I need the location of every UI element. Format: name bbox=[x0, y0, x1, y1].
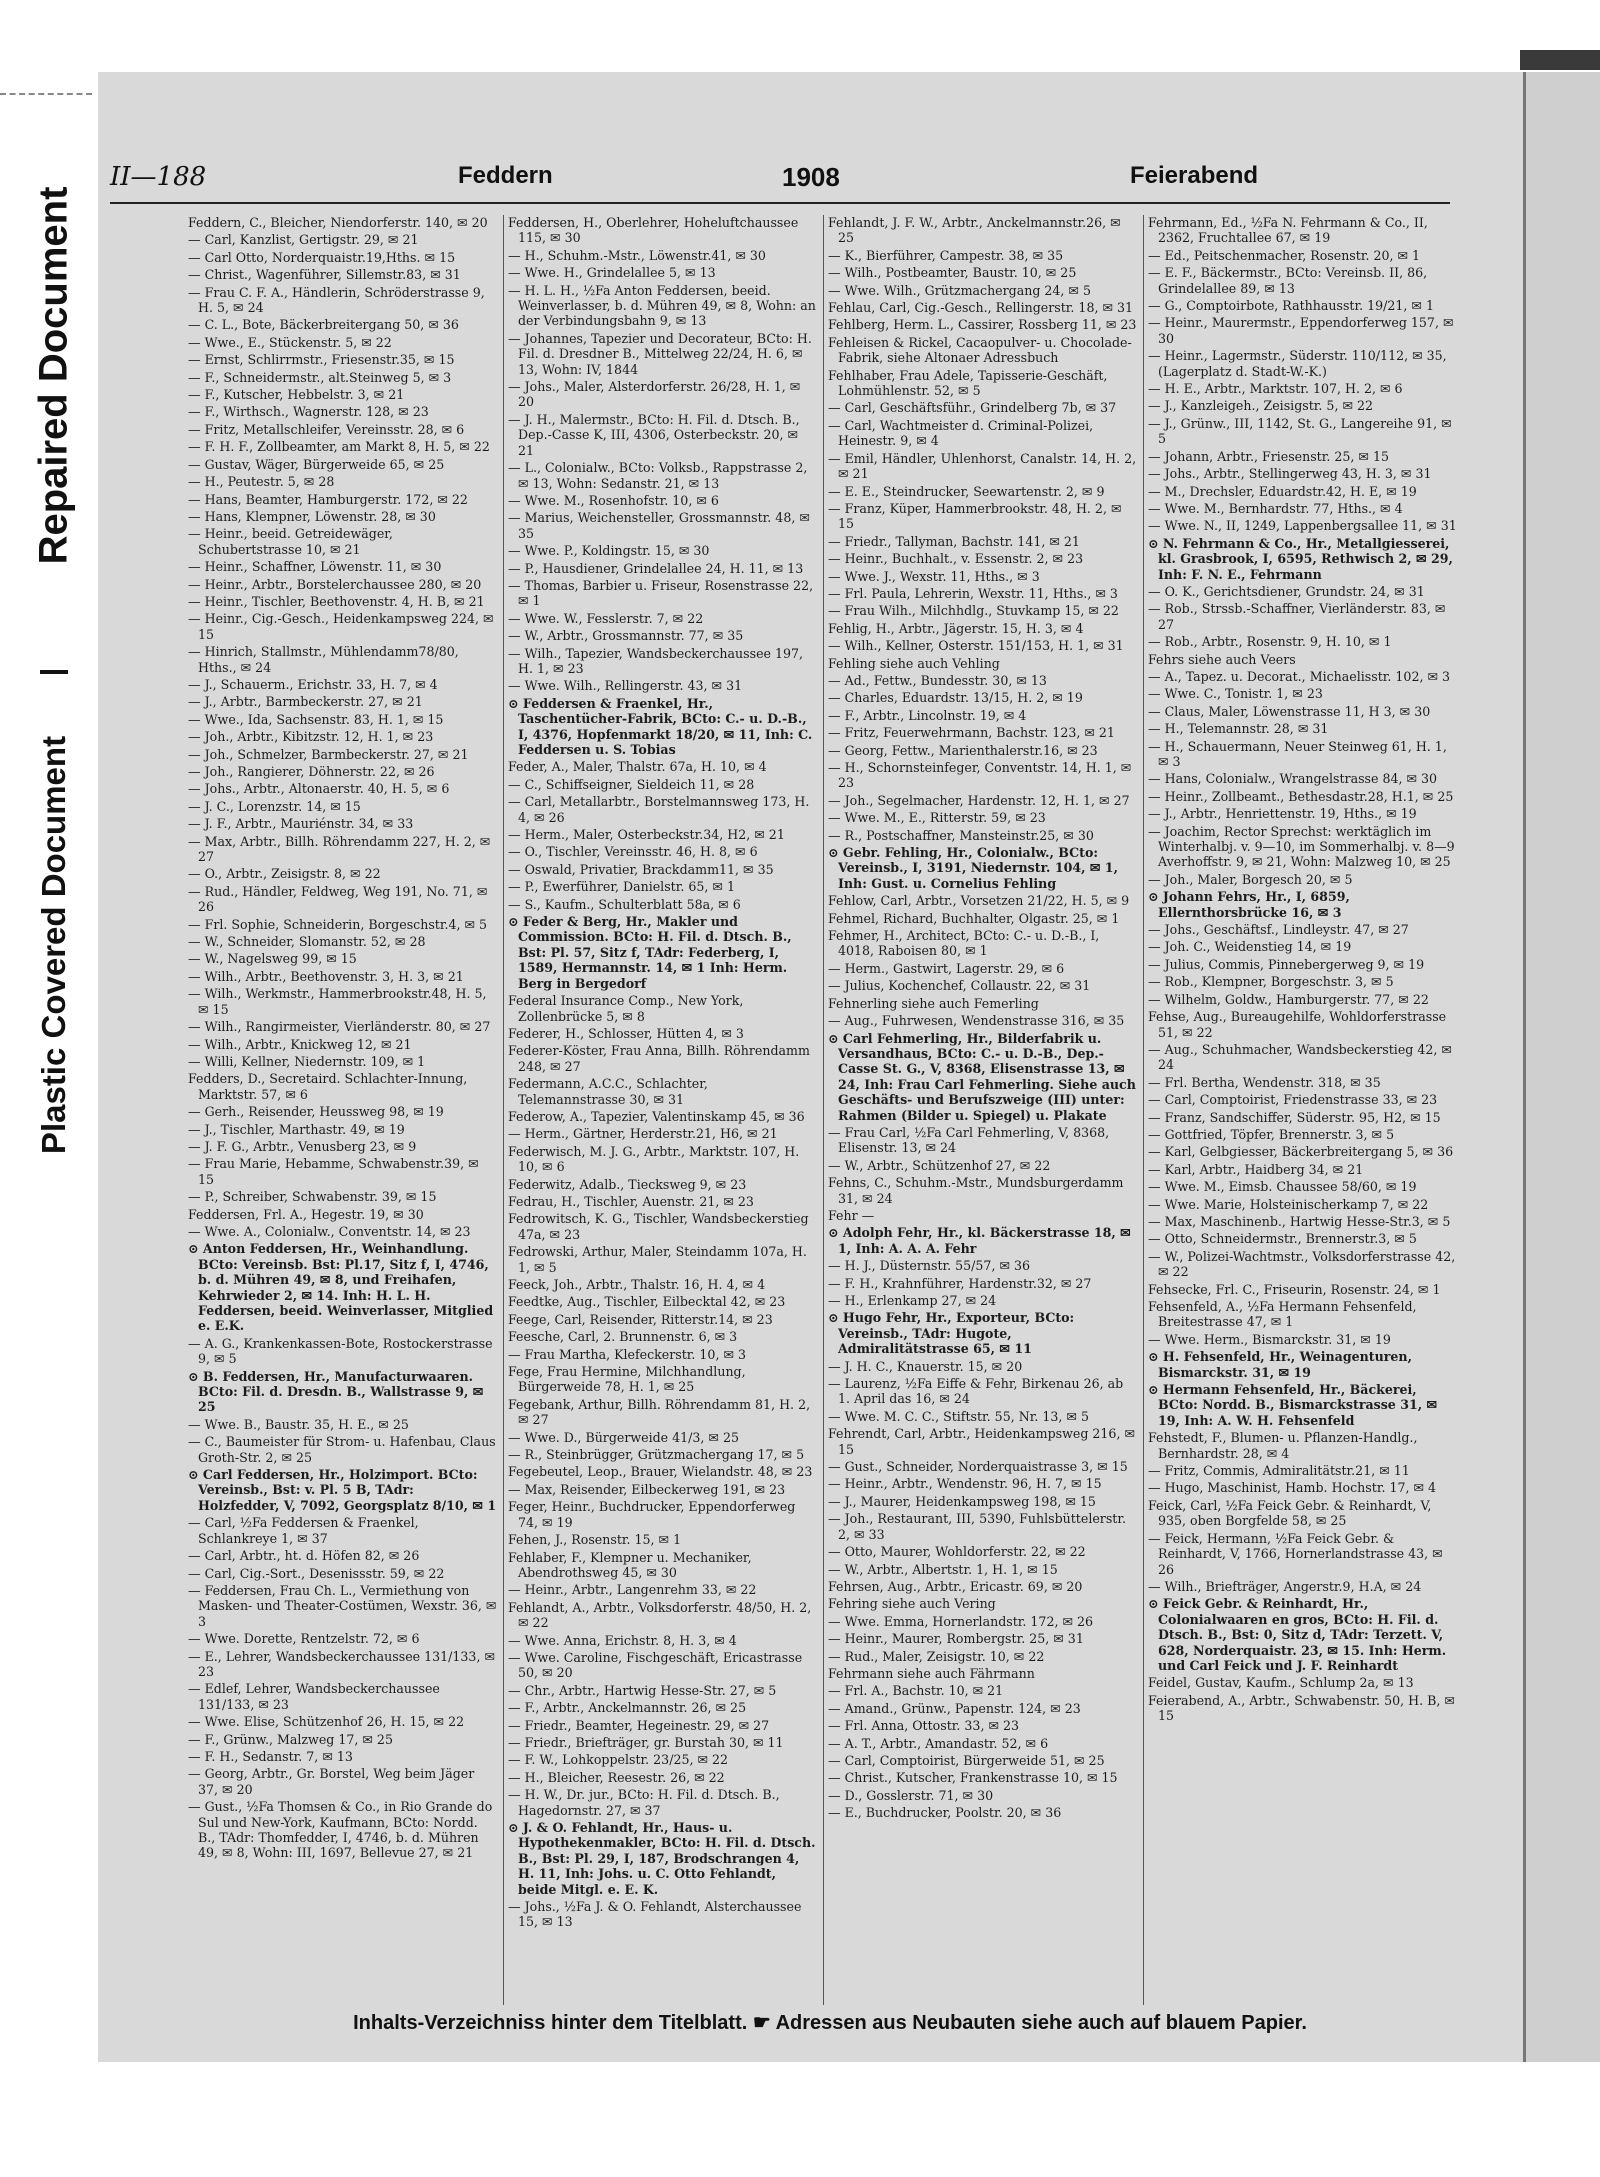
directory-entry: — Wilh., Kellner, Osterstr. 151/153, H. 1, ✉ 31 bbox=[828, 638, 1124, 654]
directory-entry: — H., Bleicher, Reesestr. 26, ✉ 22 bbox=[508, 1769, 725, 1785]
directory-entry: — J., Arbtr., Henriettenstr. 19, Hths., ✉ 19 bbox=[1148, 806, 1417, 822]
directory-entry: Fehse, Aug., Bureaugehilfe, Wohldorferstrasse 51, ✉ 22 bbox=[1148, 1009, 1447, 1040]
directory-entry: Feder, A., Maler, Thalstr. 67a, H. 10, ✉ 4 bbox=[508, 759, 767, 775]
directory-entry: ⊙ N. Fehrmann & Co., Hr., Metallgiesserei, kl. Grasbrook, I, 6595, Rethwisch 2, ✉ 29, Inh: F. N. E., Fehrmann bbox=[1148, 535, 1453, 582]
directory-entry: — Wwe. M., E., Ritterstr. 59, ✉ 23 bbox=[828, 810, 1046, 826]
directory-entry: — Joh. C., Weidenstieg 14, ✉ 19 bbox=[1148, 939, 1352, 955]
directory-entry: — M., Drechsler, Eduardstr.42, H. E, ✉ 19 bbox=[1148, 483, 1417, 499]
directory-entry: — G., Comptoirbote, Rathhausstr. 19/21, ✉ 1 bbox=[1148, 298, 1434, 314]
directory-entry: Fehring siehe auch Vering bbox=[828, 1596, 996, 1612]
directory-entry: — Wwe. Elise, Schützenhof 26, H. 15, ✉ 22 bbox=[188, 1714, 465, 1730]
directory-entry: Feddersen, Frl. A., Hegestr. 19, ✉ 30 bbox=[188, 1206, 424, 1222]
directory-entry: — Heinr., Arbtr., Borstelerchaussee 280, ✉ 20 bbox=[188, 576, 482, 592]
directory-column-4 bbox=[1148, 215, 1460, 2005]
directory-entry: Federwisch, M. J. G., Arbtr., Marktstr. 107, H. 10, ✉ 6 bbox=[508, 1143, 800, 1175]
directory-entry: — F., Schneidermstr., alt.Steinweg 5, ✉ 3 bbox=[188, 369, 452, 385]
directory-entry: Fehmel, Richard, Buchhalter, Olgastr. 25, ✉ 1 bbox=[828, 910, 1120, 926]
directory-entry: — Johs., Arbtr., Stellingerweg 43, H. 3, ✉ 31 bbox=[1148, 466, 1432, 482]
directory-entry: — Joh., Rangierer, Döhnerstr. 22, ✉ 26 bbox=[188, 764, 435, 779]
directory-entry: Fehmer, H., Architect, BCto: C.- u. D.-B., I, 4018, Raboisen 80, ✉ 1 bbox=[828, 928, 1100, 959]
directory-entry: — Wilh., Werkmstr., Hammerbrookstr.48, H. 5, ✉ 15 bbox=[188, 986, 487, 1017]
directory-entry: Fehlau, Carl, Cig.-Gesch., Rellingerstr. 18, ✉ 31 bbox=[828, 300, 1134, 316]
directory-entry: — W., Arbtr., Schützenhof 27, ✉ 22 bbox=[828, 1157, 1051, 1173]
page-header bbox=[110, 160, 1450, 204]
directory-entry: — J., Arbtr., Barmbeckerstr. 27, ✉ 21 bbox=[188, 694, 423, 710]
directory-entry: Federer, H., Schlosser, Hütten 4, ✉ 3 bbox=[508, 1025, 744, 1041]
directory-entry: — Heinr., Lagermstr., Süderstr. 110/112, ✉ 35, (Lagerplatz d. Stadt-W.-K.) bbox=[1148, 348, 1447, 379]
directory-entry: — Ad., Fettw., Bundesstr. 30, ✉ 13 bbox=[828, 672, 1047, 688]
directory-entry: — Wwe. M., Bernhardstr. 77, Hths., ✉ 4 bbox=[1148, 500, 1403, 516]
directory-entry: — H., Schauermann, Neuer Steinweg 61, H. 1, ✉ 3 bbox=[1148, 738, 1447, 769]
directory-entry: — H. E., Arbtr., Marktstr. 107, H. 2, ✉ 6 bbox=[1148, 381, 1403, 397]
directory-entry: — Wwe. H., Grindelallee 5, ✉ 13 bbox=[508, 265, 716, 281]
directory-entry: — Joh., Restaurant, III, 5390, Fuhlsbüttelerstr. 2, ✉ 33 bbox=[828, 1511, 1126, 1542]
directory-entry: — P., Ewerführer, Danielstr. 65, ✉ 1 bbox=[508, 879, 735, 895]
directory-entry: Fehrmann, Ed., ½Fa N. Fehrmann & Co., II, 2362, Fruchtallee 67, ✉ 19 bbox=[1148, 215, 1428, 246]
directory-entry: — Carl, Metallarbtr., Borstelmannsweg 173, H. 4, ✉ 26 bbox=[508, 794, 810, 825]
directory-entry: Fehlaber, F., Klempner u. Mechaniker, Abendrothsweg 45, ✉ 30 bbox=[508, 1549, 752, 1580]
directory-entry: — F. H., Krahnführer, Hardenstr.32, ✉ 27 bbox=[828, 1275, 1092, 1291]
directory-entry: — H., Erlenkamp 27, ✉ 24 bbox=[828, 1293, 997, 1308]
directory-entry: — Wilh., Postbeamter, Baustr. 10, ✉ 25 bbox=[828, 265, 1077, 281]
directory-entry: — C., Schiffseigner, Sieldeich 11, ✉ 28 bbox=[508, 776, 755, 792]
directory-entry: — Wwe. Dorette, Rentzelstr. 72, ✉ 6 bbox=[188, 1631, 420, 1647]
directory-entry: — Wwe. Emma, Hornerlandstr. 172, ✉ 26 bbox=[828, 1613, 1094, 1629]
directory-entry: — J. H., Malermstr., BCto: H. Fil. d. Dtsch. B., Dep.-Casse K, III, 4306, Osterbeckstr. 20, ✉ 21 bbox=[508, 411, 800, 458]
directory-entry: — Fritz, Metallschleifer, Vereinsstr. 28, ✉ 6 bbox=[188, 421, 465, 437]
directory-entry: Fegebeutel, Leop., Brauer, Wielandstr. 48, ✉ 23 bbox=[508, 1464, 813, 1480]
directory-entry: — Claus, Maler, Löwenstrasse 11, H 3, ✉ 30 bbox=[1148, 703, 1431, 719]
directory-entry: Federal Insurance Comp., New York, Zollenbrücke 5, ✉ 8 bbox=[508, 993, 744, 1024]
directory-entry: ⊙ Carl Feddersen, Hr., Holzimport. BCto: Vereinsb., Bst: v. Pl. 5 B, TAdr: Holzfedder, V, 7092, Georgsplatz 8/10, ✉ 1 bbox=[188, 1467, 497, 1513]
directory-entry: — Aug., Fuhrwesen, Wendenstrasse 316, ✉ 35 bbox=[828, 1013, 1125, 1029]
directory-entry: Fegebank, Arthur, Billh. Röhrendamm 81, H. 2, ✉ 27 bbox=[508, 1396, 811, 1428]
directory-entry: — Fritz, Commis, Admiralitätstr.21, ✉ 11 bbox=[1148, 1463, 1410, 1479]
directory-entry: — Feick, Hermann, ½Fa Feick Gebr. & Reinhardt, V, 1766, Hornerlandstrasse 43, ✉ 26 bbox=[1148, 1530, 1443, 1577]
page-fold-edge bbox=[1523, 72, 1600, 2062]
repaired-label: Repaired Document bbox=[31, 186, 76, 564]
directory-entry: — Herm., Gastwirt, Lagerstr. 29, ✉ 6 bbox=[828, 960, 1065, 976]
directory-entry: — Carl, Geschäftsführ., Grindelberg 7b, ✉ 37 bbox=[828, 400, 1117, 416]
directory-entry: — K., Bierführer, Campestr. 38, ✉ 35 bbox=[828, 247, 1064, 263]
directory-entry: — L., Colonialw., BCto: Volksb., Rappstrasse 2, ✉ 13, Wohn: Sedanstr. 21, ✉ 13 bbox=[508, 460, 808, 491]
directory-entry: Fedders, D., Secretaird. Schlachter-Innung, Marktstr. 57, ✉ 6 bbox=[188, 1071, 468, 1102]
directory-entry: — Wwe., E., Stückenstr. 5, ✉ 22 bbox=[188, 334, 392, 350]
directory-entry: — Heinr., beeid. Getreidewäger, Schubertstrasse 10, ✉ 21 bbox=[188, 526, 393, 557]
directory-entry: ⊙ Gebr. Fehling, Hr., Colonialw., BCto: Vereinsb., I, 3191, Niedernstr. 104, ✉ 1, Inh: Gust. u. Cornelius Fehling bbox=[828, 845, 1118, 891]
directory-entry: ⊙ Feder & Berg, Hr., Makler und Commission. BCto: H. Fil. d. Dtsch. B., Bst: Pl. 57, Sitz f, TAdr: Federberg, I, 1589, Hermannstr. 14, ✉ 1 Inh: Herm. Berg in Bergedorf bbox=[508, 914, 792, 991]
directory-entry: — Johannes, Tapezier und Decorateur, BCto: H. Fil. d. Dresdner B., Mittelweg 22/24, H. 6, ✉ 13, Wohn: IV, 1844 bbox=[508, 330, 812, 377]
directory-entry: Fehns, C., Schuhm.-Mstr., Mundsburgerdamm 31, ✉ 24 bbox=[828, 1175, 1124, 1206]
directory-entry: — S., Kaufm., Schulterblatt 58a, ✉ 6 bbox=[508, 896, 741, 912]
directory-entry: — Rob., Arbtr., Rosenstr. 9, H. 10, ✉ 1 bbox=[1148, 634, 1392, 650]
directory-entry: — Frl. Sophie, Schneiderin, Borgeschstr.4, ✉ 5 bbox=[188, 916, 488, 932]
directory-entry: — Franz, Sandschiffer, Süderstr. 95, H2, ✉ 15 bbox=[1148, 1109, 1441, 1125]
page-number: II—188 bbox=[110, 162, 207, 192]
directory-entry: — P., Schreiber, Schwabenstr. 39, ✉ 15 bbox=[188, 1189, 437, 1205]
directory-entry: — O. K., Gerichtsdiener, Grundstr. 24, ✉ 31 bbox=[1148, 583, 1425, 599]
directory-entry: ⊙ H. Fehsenfeld, Hr., Weinagenturen, Bismarckstr. 31, ✉ 19 bbox=[1148, 1349, 1412, 1380]
directory-entry: — Joh., Segelmacher, Hardenstr. 12, H. 1, ✉ 27 bbox=[828, 792, 1130, 808]
directory-entry: — Johs., Geschäftsf., Lindleystr. 47, ✉ 27 bbox=[1148, 922, 1409, 938]
directory-entry: Federow, A., Tapezier, Valentinskamp 45, ✉ 36 bbox=[508, 1108, 805, 1124]
directory-entry: — Wwe. Caroline, Fischgeschäft, Ericastrasse 50, ✉ 20 bbox=[508, 1649, 803, 1681]
directory-entry: — O., Arbtr., Zeisigstr. 8, ✉ 22 bbox=[188, 866, 381, 882]
directory-entry: — Herm., Gärtner, Herderstr.21, H6, ✉ 21 bbox=[508, 1126, 778, 1142]
directory-entry: — J. F. G., Arbtr., Venusberg 23, ✉ 9 bbox=[188, 1138, 417, 1154]
directory-entry: — Gust., Schneider, Norderquaistrasse 3, ✉ 15 bbox=[828, 1459, 1128, 1475]
directory-entry: — Joh., Maler, Borgesch 20, ✉ 5 bbox=[1148, 871, 1353, 887]
directory-entry: — Wilhelm, Goldw., Hamburgerstr. 77, ✉ 22 bbox=[1148, 991, 1429, 1007]
directory-entry: Fehleisen & Rickel, Cacaopulver- u. Chocolade-Fabrik, siehe Altonaer Adressbuch bbox=[828, 334, 1132, 366]
directory-entry: ⊙ Hermann Fehsenfeld, Hr., Bäckerei, BCto: Nordd. B., Bismarckstrasse 31, ✉ 19, Inh: A. W. H. Fehsenfeld bbox=[1148, 1382, 1438, 1428]
directory-entry: ⊙ B. Feddersen, Hr., Manufacturwaaren. BCto: Fil. d. Dresdn. B., Wallstrasse 9, ✉ 25 bbox=[188, 1368, 484, 1415]
directory-entry: — F. H., Sedanstr. 7, ✉ 13 bbox=[188, 1748, 353, 1764]
directory-entry: ⊙ Feddersen & Fraenkel, Hr., Taschentücher-Fabrik, BCto: C.- u. D.-B., I, 4376, Hopfenmarkt 18/20, ✉ 11, Inh: C. Feddersen u. S. Tobias bbox=[508, 695, 813, 757]
directory-entry: — Carl, Comptoirist, Bürgerweide 51, ✉ 25 bbox=[828, 1752, 1105, 1768]
directory-entry: Fehlandt, J. F. W., Arbtr., Anckelmannstr.26, ✉ 25 bbox=[828, 215, 1121, 246]
directory-entry: Feick, Carl, ½Fa Feick Gebr. & Reinhardt, V, 935, oben Borgfelde 58, ✉ 25 bbox=[1148, 1497, 1432, 1529]
directory-entry: — Carl, ½Fa Feddersen & Fraenkel, Schlankreye 1, ✉ 37 bbox=[188, 1515, 419, 1546]
directory-entry: — Wilh., Rangirmeister, Vierländerstr. 80, ✉ 27 bbox=[188, 1019, 491, 1035]
directory-entry: — Ernst, Schlirrmstr., Friesenstr.35, ✉ 15 bbox=[188, 352, 455, 368]
directory-entry: Fehrsen, Aug., Arbtr., Ericastr. 69, ✉ 20 bbox=[828, 1578, 1083, 1594]
directory-entry: — Aug., Schuhmacher, Wandsbeckerstieg 42, ✉ 24 bbox=[1148, 1041, 1452, 1073]
directory-entry: — Gust., ½Fa Thomsen & Co., in Rio Grande do Sul und New-York, Kaufmann, BCto: Nordd. B., TAdr: Thomfedder, I, 4746, b. d. Mühren 49, ✉ 8, Wohn: III, 1697, Bellevue 27, ✉ 21 bbox=[188, 1799, 493, 1861]
directory-entry: — Wwe. Wilh., Rellingerstr. 43, ✉ 31 bbox=[508, 678, 743, 694]
directory-entry: — Oswald, Privatier, Brackdamm11, ✉ 35 bbox=[508, 861, 774, 877]
directory-entry: — Heinr., Zollbeamt., Bethesdastr.28, H.1, ✉ 25 bbox=[1148, 788, 1454, 804]
directory-entry: — Wwe. C., Tonistr. 1, ✉ 23 bbox=[1148, 686, 1323, 702]
directory-entry: — H. L. H., ½Fa Anton Feddersen, beeid. Weinverlasser, b. d. Mühren 49, ✉ 8, Wohn: an der Verbindungsbahn 9, ✉ 13 bbox=[508, 282, 816, 329]
scan-corner-mark bbox=[1520, 50, 1600, 70]
directory-entry: — F. H. F., Zollbeamter, am Markt 8, H. 5, ✉ 22 bbox=[188, 439, 490, 455]
directory-entry: Feedtke, Aug., Tischler, Eilbecktal 42, ✉ 23 bbox=[508, 1294, 786, 1310]
directory-entry: — Max, Maschinenb., Hartwig Hesse-Str.3, ✉ 5 bbox=[1148, 1213, 1451, 1229]
directory-entry: — R., Steinbrügger, Grützmachergang 17, ✉ 5 bbox=[508, 1447, 805, 1463]
directory-entry: — Wwe. Marie, Holsteinischerkamp 7, ✉ 22 bbox=[1148, 1196, 1429, 1212]
directory-entry: — C. L., Bote, Bäckerbreitergang 50, ✉ 36 bbox=[188, 317, 459, 333]
directory-entry: Fehlberg, Herm. L., Cassirer, Rossberg 11, ✉ 23 bbox=[828, 317, 1137, 333]
directory-entry: Feeck, Joh., Arbtr., Thalstr. 16, H. 4, ✉ 4 bbox=[508, 1277, 766, 1292]
directory-entry: Feidel, Gustav, Kaufm., Schlump 2a, ✉ 13 bbox=[1148, 1675, 1414, 1691]
directory-entry: — A. G., Krankenkassen-Bote, Rostockerstrasse 9, ✉ 5 bbox=[188, 1335, 493, 1367]
directory-entry: — J., Maurer, Heidenkampsweg 198, ✉ 15 bbox=[828, 1493, 1096, 1509]
directory-entry: — W., Schneider, Slomanstr. 52, ✉ 28 bbox=[188, 934, 426, 950]
directory-entry: Fehlow, Carl, Arbtr., Vorsetzen 21/22, H. 5, ✉ 9 bbox=[828, 893, 1130, 909]
directory-entry: — Wilh., Tapezier, Wandsbeckerchaussee 197, H. 1, ✉ 23 bbox=[508, 645, 804, 676]
directory-entry: Fehsenfeld, A., ½Fa Hermann Fehsenfeld, Breitestrasse 47, ✉ 1 bbox=[1148, 1299, 1417, 1330]
directory-entry: ⊙ Carl Fehmerling, Hr., Bilderfabrik u. Versandhaus, BCto: C.- u. D.-B., Dep.-Casse St. G., V, 8368, Elisenstrasse 13, ✉ 24, Inh: Frau Carl Fehmerling. Siehe auch Geschäfts- und Berufszweige (III) unter: Rahmen (Bilder u. Spiegel) u. Plakate bbox=[828, 1030, 1136, 1123]
directory-entry: — E., Buchdrucker, Poolstr. 20, ✉ 36 bbox=[828, 1805, 1062, 1821]
directory-entry: — Heinr., Arbtr., Langenrehm 33, ✉ 22 bbox=[508, 1582, 757, 1598]
directory-entry: — J., Schauerm., Erichstr. 33, H. 7, ✉ 4 bbox=[188, 676, 438, 692]
directory-entry: — Gerh., Reisender, Heussweg 98, ✉ 19 bbox=[188, 1104, 444, 1120]
directory-entry: — Wwe. P., Koldingstr. 15, ✉ 30 bbox=[508, 543, 710, 559]
directory-entry: — F., Grünw., Malzweg 17, ✉ 25 bbox=[188, 1731, 393, 1747]
directory-entry: — Gustav, Wäger, Bürgerweide 65, ✉ 25 bbox=[188, 456, 445, 472]
directory-entry: — Hans, Beamter, Hamburgerstr. 172, ✉ 22 bbox=[188, 491, 468, 507]
directory-entry: — Joh., Arbtr., Kibitzstr. 12, H. 1, ✉ 23 bbox=[188, 729, 434, 745]
directory-entry: Feesche, Carl, 2. Brunnenstr. 6, ✉ 3 bbox=[508, 1329, 738, 1345]
directory-entry: Fehlig, H., Arbtr., Jägerstr. 15, H. 3, ✉ 4 bbox=[828, 620, 1084, 636]
directory-entry: — Edlef, Lehrer, Wandsbeckerchaussee 131/133, ✉ 23 bbox=[188, 1681, 440, 1712]
directory-entry: — F., Arbtr., Anckelmannstr. 26, ✉ 25 bbox=[508, 1700, 747, 1716]
directory-entry: — J. F., Arbtr., Mauriénstr. 34, ✉ 33 bbox=[188, 816, 414, 832]
directory-entry: — Willi, Kellner, Niedernstr. 109, ✉ 1 bbox=[188, 1053, 426, 1069]
directory-entry: — Emil, Händler, Uhlenhorst, Canalstr. 14, H. 2, ✉ 21 bbox=[828, 450, 1137, 482]
directory-entry: — Rob., Klempner, Borgeschstr. 3, ✉ 5 bbox=[1148, 974, 1394, 990]
directory-entry: — Wwe. B., Baustr. 35, H. E., ✉ 25 bbox=[188, 1416, 409, 1432]
directory-entry: — Rud., Maler, Zeisigstr. 10, ✉ 22 bbox=[828, 1648, 1045, 1664]
directory-entry: — Wwe. D., Bürgerweide 41/3, ✉ 25 bbox=[508, 1429, 740, 1445]
directory-entry: — E. E., Steindrucker, Seewartenstr. 2, ✉ 9 bbox=[828, 483, 1105, 499]
directory-entry: — Heinr., Cig.-Gesch., Heidenkampsweg 224, ✉ 15 bbox=[188, 611, 494, 642]
directory-entry: — Franz, Küper, Hammerbrookstr. 48, H. 2, ✉ 15 bbox=[828, 500, 1122, 532]
directory-entry: — Carl Otto, Norderquaistr.19,Hths. ✉ 15 bbox=[188, 249, 456, 265]
directory-entry: — Wwe. W., Fesslerstr. 7, ✉ 22 bbox=[508, 610, 704, 626]
directory-entry: Fedrau, H., Tischler, Auenstr. 21, ✉ 23 bbox=[508, 1193, 754, 1209]
directory-entry: — Frl. Bertha, Wendenstr. 318, ✉ 35 bbox=[1148, 1074, 1381, 1090]
directory-entry: — J., Kanzleigeh., Zeisigstr. 5, ✉ 22 bbox=[1148, 398, 1374, 414]
directory-entry: Feddern, C., Bleicher, Niendorferstr. 140, ✉ 20 bbox=[188, 215, 488, 230]
directory-entry: — Charles, Eduardstr. 13/15, H. 2, ✉ 19 bbox=[828, 690, 1083, 706]
directory-entry: — Carl, Comptoirist, Friedenstrasse 33, ✉ 23 bbox=[1148, 1092, 1438, 1108]
directory-entry: ⊙ Adolph Fehr, Hr., kl. Bäckerstrasse 18, ✉ 1, Inh: A. A. A. Fehr bbox=[828, 1225, 1131, 1256]
directory-entry: ⊙ Anton Feddersen, Hr., Weinhandlung. BCto: Vereinsb. Bst: Pl.17, Sitz f, I, 4746, b. d. Mühren 49, ✉ 8, und Freihafen, Kehrwieder 2, ✉ 14. Inh: H. L. H. Feddersen, beeid. Weinverlasser, Mitglied e. E.K. bbox=[188, 1241, 494, 1334]
directory-entry: — F., Wirthsch., Wagnerstr. 128, ✉ 23 bbox=[188, 404, 429, 420]
directory-entry: — Friedr., Briefträger, gr. Burstah 30, ✉ 11 bbox=[508, 1734, 784, 1750]
directory-entry: — Thomas, Barbier u. Friseur, Rosenstrasse 22, ✉ 1 bbox=[508, 577, 814, 609]
directory-entry: — Wilh., Briefträger, Angerstr.9, H.A, ✉ 24 bbox=[1148, 1578, 1422, 1594]
directory-entry: — Carl, Kanzlist, Gertigstr. 29, ✉ 21 bbox=[188, 232, 419, 248]
directory-entry: — H., Telemannstr. 28, ✉ 31 bbox=[1148, 721, 1329, 737]
directory-entry: — Johs., Maler, Alsterdorferstr. 26/28, H. 1, ✉ 20 bbox=[508, 379, 801, 410]
directory-entry: — Heinr., Maurer, Rombergstr. 25, ✉ 31 bbox=[828, 1631, 1084, 1647]
directory-entry: — A. T., Arbtr., Amandastr. 52, ✉ 6 bbox=[828, 1735, 1049, 1751]
directory-entry: — D., Gosslerstr. 71, ✉ 30 bbox=[828, 1787, 994, 1803]
directory-entry: — Johs., Arbtr., Altonaerstr. 40, H. 5, ✉ 6 bbox=[188, 781, 450, 797]
directory-entry: — Rob., Strssb.-Schaffner, Vierländerstr. 83, ✉ 27 bbox=[1148, 601, 1446, 632]
directory-entry: — Karl, Arbtr., Haidberg 34, ✉ 21 bbox=[1148, 1161, 1364, 1177]
directory-entry: — Wwe. J., Wexstr. 11, Hths., ✉ 3 bbox=[828, 568, 1040, 584]
directory-entry: Fege, Frau Hermine, Milchhandlung, Bürgerweide 78, H. 1, ✉ 25 bbox=[508, 1364, 746, 1395]
directory-entry: — J., Tischler, Marthastr. 49, ✉ 19 bbox=[188, 1121, 405, 1137]
directory-entry: ⊙ Hugo Fehr, Hr., Exporteur, BCto: Vereinsb., TAdr: Hugote, Admiralitätstrasse 65, ✉ 11 bbox=[828, 1310, 1075, 1357]
directory-entry: — Max, Reisender, Eilbeckerweg 191, ✉ 23 bbox=[508, 1481, 786, 1497]
directory-entry: ⊙ J. & O. Fehlandt, Hr., Haus- u. Hypothekenmakler, BCto: H. Fil. d. Dtsch. B., Bst: Pl. 29, I, 187, Brodschrangen 4, H. 11, Inh: Johs. u. C. Otto Fehlandt, beide Mitgl. e. E. K. bbox=[508, 1820, 816, 1897]
directory-entry: Federwitz, Adalb., Tiecksweg 9, ✉ 23 bbox=[508, 1176, 747, 1192]
directory-entry: — Carl, Wachtmeister d. Criminal-Polizei, Heinestr. 9, ✉ 4 bbox=[828, 417, 1094, 449]
directory-entry: — H., Schornsteinfeger, Conventstr. 14, H. 1, ✉ 23 bbox=[828, 760, 1132, 791]
directory-column-1 bbox=[188, 215, 498, 2005]
directory-entry: — Julius, Commis, Pinnebergerweg 9, ✉ 19 bbox=[1148, 956, 1425, 972]
directory-entry: — Julius, Kochenchef, Collaustr. 22, ✉ 31 bbox=[828, 978, 1091, 994]
directory-entry: — Carl, Arbtr., ht. d. Höfen 82, ✉ 26 bbox=[188, 1548, 420, 1564]
directory-entry: — Frau Carl, ½Fa Carl Fehmerling, V, 8368, Elisenstr. 13, ✉ 24 bbox=[828, 1124, 1110, 1156]
directory-entry: ⊙ Johann Fehrs, Hr., I, 6859, Ellernthorsbrücke 16, ✉ 3 bbox=[1148, 889, 1350, 920]
directory-entry: — Heinr., Arbtr., Wendenstr. 96, H. 7, ✉ 15 bbox=[828, 1476, 1102, 1492]
directory-entry: — F. W., Lohkoppelstr. 23/25, ✉ 22 bbox=[508, 1752, 729, 1768]
directory-entry: Federmann, A.C.C., Schlachter, Telemannstrasse 30, ✉ 31 bbox=[508, 1076, 708, 1107]
column-rule bbox=[1143, 215, 1144, 2005]
header-last-word: Feierabend bbox=[1130, 162, 1259, 189]
page-footer-note: Inhalts-Verzeichniss hinter dem Titelblatt. ☛ Adressen aus Neubauten siehe auch auf blauem Papier. bbox=[353, 2012, 1307, 2034]
directory-entry: — H., Peutestr. 5, ✉ 28 bbox=[188, 474, 335, 490]
directory-entry: — Amand., Grünw., Papenstr. 124, ✉ 23 bbox=[828, 1700, 1081, 1716]
directory-entry: — Wwe. A., Colonialw., Conventstr. 14, ✉ 23 bbox=[188, 1223, 471, 1239]
directory-entry: Fehsecke, Frl. C., Friseurin, Rosenstr. 24, ✉ 1 bbox=[1148, 1281, 1441, 1297]
directory-entry: — Wwe. M., Rosenhofstr. 10, ✉ 6 bbox=[508, 492, 719, 508]
directory-entry: — Marius, Weichensteller, Grossmannstr. 48, ✉ 35 bbox=[508, 510, 810, 541]
directory-entry: — H., Schuhm.-Mstr., Löwenstr.41, ✉ 30 bbox=[508, 247, 766, 263]
directory-entry: — Hinrich, Stallmstr., Mühlendamm78/80, Hths., ✉ 24 bbox=[188, 644, 459, 675]
directory-column-3 bbox=[828, 215, 1138, 2005]
directory-entry: — Fritz, Feuerwehrmann, Bachstr. 123, ✉ 21 bbox=[828, 725, 1115, 741]
plastic-label: Plastic Covered Document bbox=[35, 735, 72, 1155]
directory-entry: — Frau Martha, Klefeckerstr. 10, ✉ 3 bbox=[508, 1346, 747, 1362]
directory-entry: — Hugo, Maschinist, Hamb. Hochstr. 17, ✉ 4 bbox=[1148, 1480, 1437, 1496]
directory-entry: — Frau C. F. A., Händlerin, Schröderstrasse 9, H. 5, ✉ 24 bbox=[188, 284, 485, 316]
scan-top-margin bbox=[0, 0, 1600, 50]
directory-column-2 bbox=[508, 215, 818, 2005]
directory-entry: — W., Arbtr., Grossmannstr. 77, ✉ 35 bbox=[508, 628, 744, 644]
directory-entry: — Hans, Klempner, Löwenstr. 28, ✉ 30 bbox=[188, 508, 436, 524]
directory-entry: — Laurenz, ½Fa Eiffe & Fehr, Birkenau 26, ab 1. April das 16, ✉ 24 bbox=[828, 1376, 1124, 1407]
directory-entry: — O., Tischler, Vereinsstr. 46, H. 8, ✉ 6 bbox=[508, 844, 758, 860]
directory-entry: Feddersen, H., Oberlehrer, Hoheluftchaussee 115, ✉ 30 bbox=[508, 215, 799, 246]
directory-entry: Feierabend, A., Arbtr., Schwabenstr. 50, H. B, ✉ 15 bbox=[1148, 1692, 1455, 1724]
directory-entry: — Gottfried, Töpfer, Brennerstr. 3, ✉ 5 bbox=[1148, 1126, 1395, 1142]
directory-entry: — F., Arbtr., Lincolnstr. 19, ✉ 4 bbox=[828, 707, 1027, 723]
directory-entry: — J. H. C., Knauerstr. 15, ✉ 20 bbox=[828, 1358, 1023, 1374]
directory-entry: — Otto, Schneidermstr., Brennerstr.3, ✉ 5 bbox=[1148, 1231, 1417, 1247]
directory-entry: — Joh., Schmelzer, Barmbeckerstr. 27, ✉ 21 bbox=[188, 746, 469, 762]
directory-entry: — Christ., Kutscher, Frankenstrasse 10, ✉ 15 bbox=[828, 1770, 1118, 1786]
directory-entry: — C., Baumeister für Strom- u. Hafenbau, Claus Groth-Str. 2, ✉ 25 bbox=[188, 1434, 496, 1465]
directory-entry: — Karl, Gelbgiesser, Bäckerbreitergang 5, ✉ 36 bbox=[1148, 1144, 1454, 1160]
directory-entry: — Christ., Wagenführer, Sillemstr.83, ✉ 31 bbox=[188, 267, 461, 283]
directory-entry: Feege, Carl, Reisender, Ritterstr.14, ✉ 23 bbox=[508, 1311, 773, 1327]
directory-entry: — Frl. Anna, Ottostr. 33, ✉ 23 bbox=[828, 1718, 1020, 1734]
directory-entry: — Wwe. M., Eimsb. Chaussee 58/60, ✉ 19 bbox=[1148, 1179, 1417, 1195]
directory-entry: — Frau Wilh., Milchhdlg., Stuvkamp 15, ✉ 22 bbox=[828, 603, 1119, 619]
directory-entry: Fehrendt, Carl, Arbtr., Heidenkampsweg 216, ✉ 15 bbox=[828, 1426, 1135, 1457]
directory-entry: — W., Polizei-Wachtmstr., Volksdorferstrasse 42, ✉ 22 bbox=[1148, 1248, 1456, 1280]
directory-entry: Fehling siehe auch Vehling bbox=[828, 655, 1000, 671]
directory-entry: Fehstedt, F., Blumen- u. Pflanzen-Handlg., Bernhardstr. 28, ✉ 4 bbox=[1148, 1430, 1418, 1461]
directory-entry: — Rud., Händler, Feldweg, Weg 191, No. 71, ✉ 26 bbox=[188, 883, 488, 915]
directory-entry: Fehrs siehe auch Veers bbox=[1148, 651, 1296, 667]
directory-entry: — Wwe. N., II, 1249, Lappenbergsallee 11, ✉ 31 bbox=[1148, 518, 1457, 534]
directory-entry: Fehlhaber, Frau Adele, Tapisserie-Geschäft, Lohmühlenstr. 52, ✉ 5 bbox=[828, 367, 1108, 399]
document-status-label bbox=[18, 95, 90, 1205]
directory-entry: — F., Kutscher, Hebbelstr. 3, ✉ 21 bbox=[188, 387, 405, 403]
directory-entry: — Max, Arbtr., Billh. Röhrendamm 227, H. 2, ✉ 27 bbox=[188, 833, 491, 865]
directory-entry: — Wilh., Arbtr., Knickweg 12, ✉ 21 bbox=[188, 1036, 412, 1052]
directory-entry: — Johann, Arbtr., Friesenstr. 25, ✉ 15 bbox=[1148, 448, 1390, 464]
directory-entry: — Hans, Colonialw., Wrangelstrasse 84, ✉ 30 bbox=[1148, 771, 1438, 787]
directory-entry: ⊙ Feick Gebr. & Reinhardt, Hr., Colonialwaaren en gros, BCto: H. Fil. d. Dtsch. B., Bst: 0, Sitz d, TAdr: Terzett. V, 628, Norderquaistr. 23, ✉ 15. Inh: Herm. und Carl Feick und J. F. Reinhardt bbox=[1148, 1596, 1447, 1673]
column-rule bbox=[823, 215, 824, 2005]
directory-entry: — W., Arbtr., Albertstr. 1, H. 1, ✉ 15 bbox=[828, 1561, 1058, 1577]
directory-entry: — J., Grünw., III, 1142, St. G., Langereihe 91, ✉ 5 bbox=[1148, 415, 1452, 447]
directory-entry: — Wilh., Arbtr., Beethovenstr. 3, H. 3, ✉ 21 bbox=[188, 968, 464, 984]
directory-entry: — Wwe., Ida, Sachsenstr. 83, H. 1, ✉ 15 bbox=[188, 711, 444, 727]
directory-entry: Fehen, J., Rosenstr. 15, ✉ 1 bbox=[508, 1532, 682, 1548]
directory-entry: — W., Nagelsweg 99, ✉ 15 bbox=[188, 951, 357, 967]
directory-entry: — Frau Marie, Hebamme, Schwabenstr.39, ✉ 15 bbox=[188, 1156, 479, 1187]
header-first-word: Feddern bbox=[458, 162, 553, 189]
directory-entry: — Wwe. M. C. C., Stiftstr. 55, Nr. 13, ✉ 5 bbox=[828, 1408, 1089, 1424]
directory-entry: — H. W., Dr. jur., BCto: H. Fil. d. Dtsch. B., Hagedornstr. 27, ✉ 37 bbox=[508, 1787, 780, 1818]
directory-entry: — A., Tapez. u. Decorat., Michaelisstr. 102, ✉ 3 bbox=[1148, 668, 1451, 684]
directory-entry: — Heinr., Schaffner, Löwenstr. 11, ✉ 30 bbox=[188, 559, 442, 575]
directory-entry: Feger, Heinr., Buchdrucker, Eppendorferweg 74, ✉ 19 bbox=[508, 1499, 796, 1530]
directory-entry: — Friedr., Beamter, Hegeinestr. 29, ✉ 27 bbox=[508, 1717, 770, 1733]
directory-entry: Fehnerling siehe auch Femerling bbox=[828, 995, 1039, 1011]
directory-entry: — Chr., Arbtr., Hartwig Hesse-Str. 27, ✉ 5 bbox=[508, 1682, 777, 1698]
directory-entry: — E. F., Bäckermstr., BCto: Vereinsb. II, 86, Grindelallee 89, ✉ 13 bbox=[1148, 265, 1428, 296]
directory-entry: — Herm., Maler, Osterbeckstr.34, H2, ✉ 21 bbox=[508, 827, 785, 843]
directory-entry: — Ed., Peitschenmacher, Rosenstr. 20, ✉ 1 bbox=[1148, 247, 1421, 263]
label-divider bbox=[40, 670, 68, 674]
directory-entry: — Carl, Cig.-Sort., Desenissstr. 59, ✉ 22 bbox=[188, 1565, 445, 1581]
directory-entry: — J. C., Lorenzstr. 14, ✉ 15 bbox=[188, 798, 361, 814]
directory-entry: Fehlandt, A., Arbtr., Volksdorferstr. 48/50, H. 2, ✉ 22 bbox=[508, 1599, 812, 1631]
directory-entry: — Friedr., Tallyman, Bachstr. 141, ✉ 21 bbox=[828, 533, 1080, 549]
directory-entry: — Wwe. Anna, Erichstr. 8, H. 3, ✉ 4 bbox=[508, 1632, 737, 1648]
directory-entry: Fehr — bbox=[828, 1207, 875, 1223]
directory-entry: — Johs., ½Fa J. & O. Fehlandt, Alsterchaussee 15, ✉ 13 bbox=[508, 1899, 802, 1930]
directory-entry: — Wwe. Herm., Bismarckstr. 31, ✉ 19 bbox=[1148, 1331, 1391, 1347]
directory-entry: — Georg, Fettw., Marienthalerstr.16, ✉ 23 bbox=[828, 742, 1098, 758]
directory-entry: Fehrmann siehe auch Fährmann bbox=[828, 1665, 1035, 1681]
directory-entry: — Otto, Maurer, Wohldorferstr. 22, ✉ 22 bbox=[828, 1544, 1086, 1560]
directory-entry: — Frl. Paula, Lehrerin, Wexstr. 11, Hths., ✉ 3 bbox=[828, 585, 1118, 601]
directory-entry: Federer-Köster, Frau Anna, Billh. Röhrendamm 248, ✉ 27 bbox=[508, 1043, 810, 1074]
directory-entry: — Feddersen, Frau Ch. L., Vermiethung von Masken- und Theater-Costümen, Wexstr. 36, ✉ 3 bbox=[188, 1582, 497, 1629]
header-year: 1908 bbox=[782, 162, 840, 192]
column-rule bbox=[503, 215, 504, 2005]
directory-entry: Fedrowitsch, K. G., Tischler, Wandsbeckerstieg 47a, ✉ 23 bbox=[508, 1211, 809, 1242]
directory-entry: — Georg, Arbtr., Gr. Borstel, Weg beim Jäger 37, ✉ 20 bbox=[188, 1766, 475, 1797]
directory-entry: — Frl. A., Bachstr. 10, ✉ 21 bbox=[828, 1683, 1004, 1699]
directory-entry: — H. J., Düsternstr. 55/57, ✉ 36 bbox=[828, 1258, 1031, 1274]
directory-entry: — Joachim, Rector Sprechst: werktäglich im Winterhalbj. v. 9—10, im Sommerhalbj. v. 8—9 Averhoffstr. 9, ✉ 21, Wohn: Malzweg 10, ✉ 25 bbox=[1148, 823, 1455, 870]
directory-entry: — Heinr., Buchhalt., v. Essenstr. 2, ✉ 23 bbox=[828, 551, 1084, 567]
directory-entry: — Heinr., Maurermstr., Eppendorferweg 157, ✉ 30 bbox=[1148, 315, 1454, 346]
directory-entry: Fedrowski, Arthur, Maler, Steindamm 107a, H. 1, ✉ 5 bbox=[508, 1244, 807, 1275]
directory-entry: — Heinr., Tischler, Beethovenstr. 4, H. B, ✉ 21 bbox=[188, 593, 485, 609]
directory-entry: — P., Hausdiener, Grindelallee 24, H. 11, ✉ 13 bbox=[508, 560, 804, 576]
directory-entry: — R., Postschaffner, Mansteinstr.25, ✉ 30 bbox=[828, 827, 1094, 843]
directory-entry: — Wwe. Wilh., Grützmachergang 24, ✉ 5 bbox=[828, 282, 1091, 298]
directory-entry: — E., Lehrer, Wandsbeckerchaussee 131/133, ✉ 23 bbox=[188, 1648, 496, 1679]
